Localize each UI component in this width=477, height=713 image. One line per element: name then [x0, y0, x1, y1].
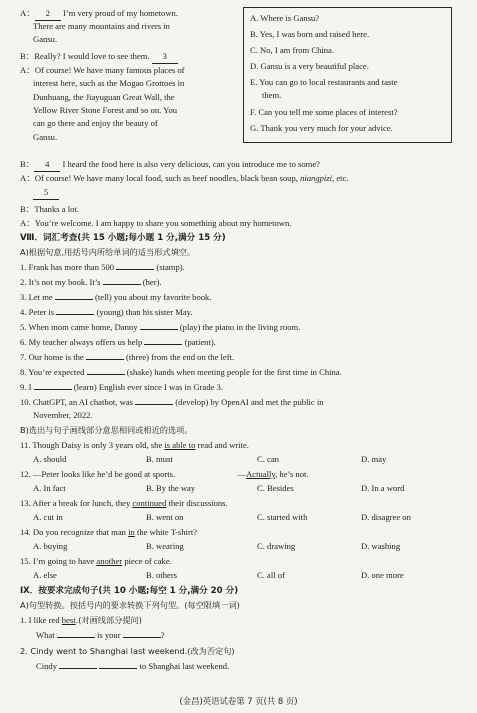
dialogue-a4: A：You’re welcome. I am happy to share you something about my hometown.: [20, 218, 292, 228]
option-e-cont: them.: [262, 90, 282, 100]
mc-q12: 12. —Peter looks like he’d be good at sports. —Actually, he’s not.: [20, 469, 309, 479]
transform-q2-answer: Cindy to Shanghai last weekend.: [36, 661, 230, 671]
vocab-q4: 4. Peter is (young) than his sister May.: [20, 307, 193, 317]
transform-q2-blank-2[interactable]: [99, 668, 137, 669]
vocab-q1-blank[interactable]: [116, 269, 154, 270]
vocab-q1: 1. Frank has more than 500 (stamp).: [20, 262, 185, 272]
section-8-part-b: B)选出与句子画线部分意思相同或相近的选项。: [20, 425, 193, 435]
vocab-q2: 2. It’s not my book. It’s (her).: [20, 277, 162, 287]
mc-q15: 15. I’m going to have another piece of cake.: [20, 556, 172, 566]
q13-option-b[interactable]: B. went on: [146, 512, 184, 522]
dialogue-b3: B：Thanks a lot.: [20, 204, 79, 214]
q11-option-b[interactable]: B. must: [146, 454, 173, 464]
option-c: C. No, I am from China.: [250, 45, 335, 55]
vocab-q6-blank[interactable]: [144, 344, 182, 345]
vocab-q3: 3. Let me (tell) you about my favorite book.: [20, 292, 212, 302]
dialogue-a2-line4: Yellow River Stone Forest and so on. You: [33, 105, 178, 115]
dialogue-a2-line2: interest here, such as the Mogao Grottoes in: [33, 78, 185, 88]
q15-option-c[interactable]: C. all of: [257, 570, 285, 580]
dialogue-a2: A：Of course! We have many famous places of: [20, 65, 185, 75]
vocab-q8: 8. You’re expected (shake) hands when meeting people for the first time in China.: [20, 367, 342, 377]
vocab-q9: 9. I (learn) English ever since I was in Grade 3.: [20, 382, 223, 392]
vocab-q10-line2: November, 2022.: [33, 410, 93, 420]
dialogue-a1-line2: There are many mountains and rivers in: [33, 21, 170, 31]
dialogue-a2-line6: Gansu.: [33, 132, 58, 142]
transform-q1-blank-1[interactable]: [57, 637, 95, 638]
dialogue-a3-line2: [33, 186, 59, 200]
transform-q2: 2. Cindy went to Shanghai last weekend.(改为否定句): [20, 646, 235, 656]
option-b: B. Yes, I was born and raised here.: [250, 29, 370, 39]
option-a: A. Where is Gansu?: [250, 13, 320, 23]
dialogue-a1: A： 2 I’m very proud of my hometown.: [20, 7, 178, 21]
dialogue-a2-line5: can go there and enjoy the beauty of: [33, 118, 158, 128]
vocab-q7: 7. Our home is the (three) from the end on the left.: [20, 352, 235, 362]
section-8-heading: Ⅷ．词汇考查(共 15 小题;每小题 1 分,满分 15 分): [20, 233, 226, 243]
section-8-part-a: A)根据句意,用括号内所给单词的适当形式填空。: [20, 247, 196, 257]
transform-q2-blank-1[interactable]: [59, 668, 97, 669]
vocab-q8-blank[interactable]: [87, 374, 125, 375]
section-9-part-a: A)句型转换。按括号内的要求转换下列句型。(每空限填一词): [20, 600, 240, 610]
q14-option-b[interactable]: B. wearing: [146, 541, 184, 551]
answer-blank-3[interactable]: 3: [152, 50, 178, 64]
q15-option-a[interactable]: A. else: [33, 570, 57, 580]
q14-option-a[interactable]: A. buying: [33, 541, 68, 551]
vocab-q10-blank[interactable]: [135, 404, 173, 405]
page-footer: (金昌)英语试卷第 7 页(共 8 页): [179, 696, 298, 706]
vocab-q5-blank[interactable]: [140, 329, 178, 330]
option-d: D. Gansu is a very beautiful place.: [250, 61, 369, 71]
answer-blank-2[interactable]: 2: [35, 7, 61, 21]
answer-blank-4[interactable]: 4: [34, 158, 60, 172]
q11-option-d[interactable]: D. may: [361, 454, 387, 464]
vocab-q9-blank[interactable]: [34, 389, 72, 390]
q14-option-c[interactable]: C. drawing: [257, 541, 296, 551]
q13-option-a[interactable]: A. cut in: [33, 512, 63, 522]
mc-q13: 13. After a break for lunch, they continued their discussions.: [20, 498, 228, 508]
q12-option-c[interactable]: C. Besides: [257, 483, 294, 493]
vocab-q6: 6. My teacher always offers us help (patient).: [20, 337, 216, 347]
q12-option-a[interactable]: A. In fact: [33, 483, 66, 493]
dialogue-a2-line3: Dunhuang, the Jiayuguan Great Wall, the: [33, 92, 175, 102]
section-9-heading: Ⅸ．按要求完成句子(共 10 小题;每空 1 分,满分 20 分): [20, 586, 239, 596]
answer-blank-5[interactable]: 5: [33, 186, 59, 200]
q12-option-b[interactable]: B. By the way: [146, 483, 196, 493]
vocab-q2-blank[interactable]: [103, 284, 141, 285]
dialogue-b2: B： 4 I heard the food here is also very delicious, can you introduce me to some?: [20, 158, 320, 172]
vocab-q7-blank[interactable]: [86, 359, 124, 360]
options-box: [243, 7, 452, 143]
q13-option-c[interactable]: C. started with: [257, 512, 308, 522]
vocab-q5: 5. When mom came home, Danny (play) the piano in the living room.: [20, 322, 301, 332]
q11-option-c[interactable]: C. can: [257, 454, 279, 464]
option-f: F. Can you tell me some places of interest?: [250, 107, 398, 117]
dialogue-b1: B：Really? I would love to see them. 3: [20, 50, 178, 64]
transform-q1-answer: What is your ?: [36, 630, 165, 640]
q15-option-d[interactable]: D. one more: [361, 570, 404, 580]
option-g: G. Thank you very much for your advice.: [250, 123, 393, 133]
q14-option-d[interactable]: D. washing: [361, 541, 401, 551]
vocab-q10: 10. ChatGPT, an AI chatbot, was (develop) by OpenAI and met the public in: [20, 397, 324, 407]
transform-q1: 1. I like red best.(对画线部分提问): [20, 615, 142, 625]
vocab-q4-blank[interactable]: [56, 314, 94, 315]
q11-option-a[interactable]: A. should: [33, 454, 67, 464]
dialogue-a3: A：Of course! We have many local food, such as beef noodles, black bean soup, niangpizi, etc.: [20, 173, 349, 183]
q13-option-d[interactable]: D. disagree on: [361, 512, 411, 522]
q12-option-d[interactable]: D. In a word: [361, 483, 405, 493]
vocab-q3-blank[interactable]: [55, 299, 93, 300]
q15-option-b[interactable]: B. others: [146, 570, 178, 580]
dialogue-a1-line3: Gansu.: [33, 34, 58, 44]
mc-q11: 11. Though Daisy is only 3 years old, she is able to read and write.: [20, 440, 249, 450]
transform-q1-blank-2[interactable]: [123, 637, 161, 638]
option-e: E. You can go to local restaurants and taste: [250, 77, 398, 87]
mc-q14: 14. Do you recognize that man in the white T-shirt?: [20, 527, 198, 537]
